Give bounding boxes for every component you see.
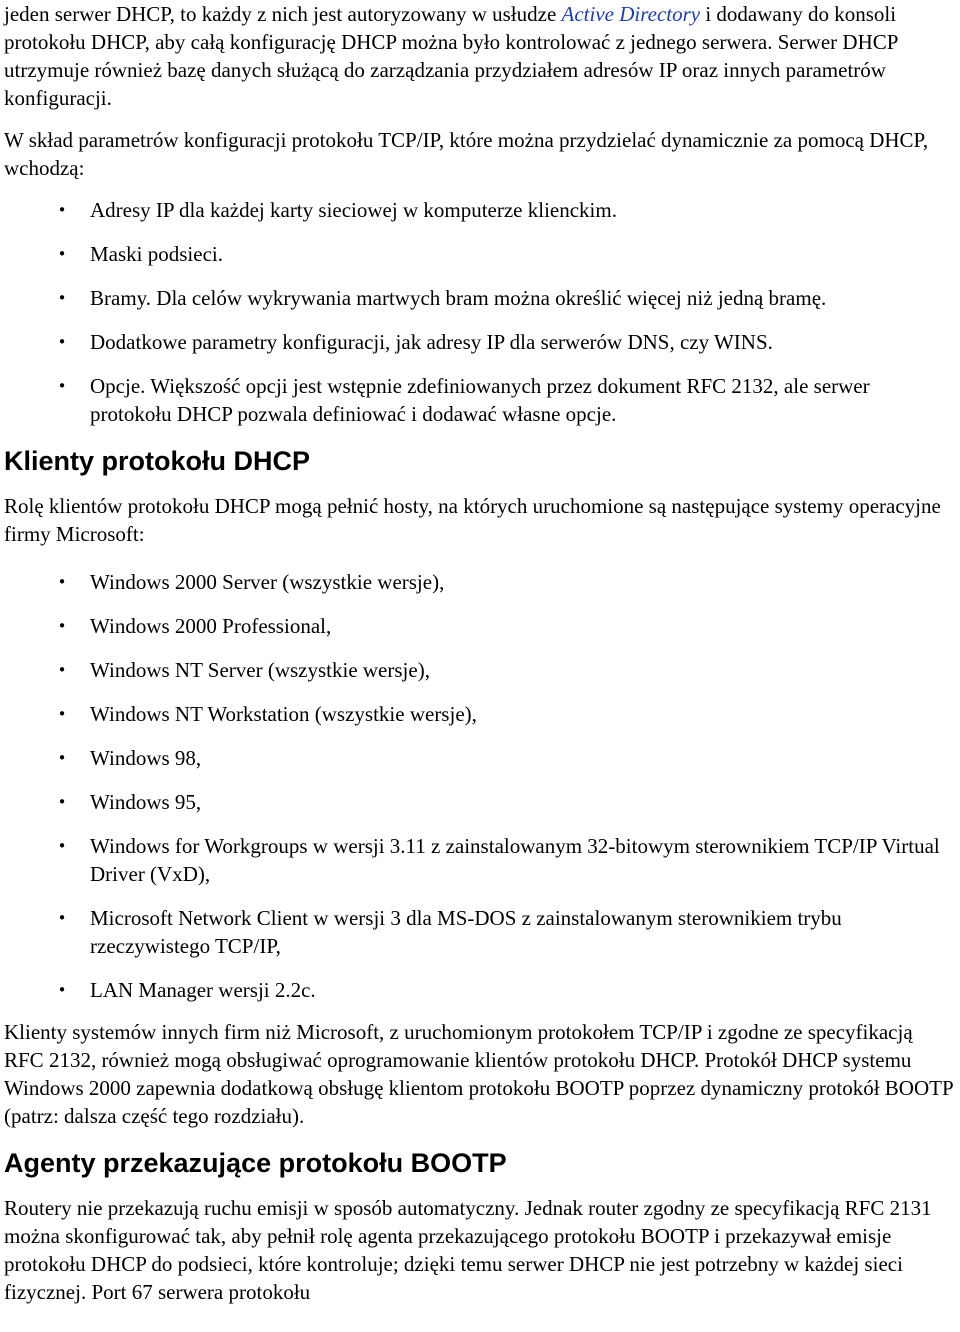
- list-item: [4, 568, 956, 596]
- bullet-icon: •: [57, 245, 67, 263]
- intro-text-before: jeden serwer DHCP, to każdy z nich jest autoryzowany w usłudze: [4, 2, 562, 26]
- bullet-icon: •: [57, 793, 67, 811]
- config-intro-paragraph: W skład parametrów konfiguracji protokołu TCP/IP, które można przydzielać dynamicznie za pomocą DHCP, wchodzą:: [4, 128, 929, 180]
- bullet-icon: •: [57, 981, 67, 999]
- list-item: [4, 240, 956, 268]
- list-item-text: Maski podsieci.: [90, 242, 223, 266]
- list-item: [4, 196, 956, 224]
- list-item-text: Windows 2000 Professional,: [90, 614, 332, 638]
- list-item: [4, 284, 956, 312]
- intro-paragraph: [4, 0, 956, 112]
- bullet-icon: •: [57, 617, 67, 635]
- list-item: [4, 656, 956, 684]
- active-directory-link[interactable]: Active Directory: [561, 2, 701, 26]
- list-item-text: LAN Manager wersji 2.2c.: [90, 978, 316, 1002]
- bullet-icon: •: [57, 705, 67, 723]
- config-params-list: [4, 196, 956, 428]
- list-item-text: Windows for Workgroups w wersji 3.11 z zainstalowanym 32-bitowym sterownikiem TCP/IP Virtual Driver (VxD),: [90, 834, 940, 886]
- list-item: [4, 612, 956, 640]
- list-item: [4, 744, 956, 772]
- intro-text-after: i dodawany do konsoli protokołu DHCP, aby całą konfigurację DHCP można było kontrolować z jednego serwera. Serwer DHCP utrzymuje również bazę danych służącą do zarządzania przydziałem adresów IP oraz innych parametrów konfiguracji.: [4, 2, 898, 110]
- list-item: [4, 328, 956, 356]
- list-item-text: Windows 2000 Server (wszystkie wersje),: [90, 570, 445, 594]
- bullet-icon: •: [57, 289, 67, 307]
- list-item: [4, 788, 956, 816]
- list-item-text: Microsoft Network Client w wersji 3 dla MS-DOS z zainstalowanym sterownikiem trybu rzeczywistego TCP/IP,: [90, 906, 842, 958]
- bullet-icon: •: [57, 909, 67, 927]
- list-item: [4, 700, 956, 728]
- bullet-icon: •: [57, 661, 67, 679]
- relay-body-paragraph: Routery nie przekazują ruchu emisji w sposób automatyczny. Jednak router zgodny ze specyfikacją RFC 2131 można skonfigurować tak, aby pełnił rolę agenta przekazującego protokołu BOOTP i przekazywał emisje protokołu DHCP do podsieci, które kontroluje; dzięki temu serwer DHCP nie jest potrzebny w każdej sieci fizycznej. Port 67 serwera protokołu: [4, 1196, 932, 1304]
- bullet-icon: •: [57, 333, 67, 351]
- list-item-text: Windows 98,: [90, 746, 202, 770]
- bullet-icon: •: [57, 573, 67, 591]
- list-item-text: Adresy IP dla każdej karty sieciowej w komputerze klienckim.: [90, 198, 617, 222]
- bullet-icon: •: [57, 201, 67, 219]
- list-item: [4, 976, 956, 1004]
- bullet-icon: •: [57, 377, 67, 395]
- list-item: [4, 372, 956, 428]
- section-heading-bootp-relay: Agenty przekazujące protokołu BOOTP: [4, 1148, 507, 1178]
- list-item: [4, 832, 956, 888]
- document-page: [4, 0, 956, 1306]
- list-item-text: Bramy. Dla celów wykrywania martwych bram można określić więcej niż jedną bramę.: [90, 286, 827, 310]
- section-heading-dhcp-clients: Klienty protokołu DHCP: [4, 446, 311, 476]
- list-item-text: Windows NT Workstation (wszystkie wersje),: [90, 702, 477, 726]
- list-item-text: Opcje. Większość opcji jest wstępnie zdefiniowanych przez dokument RFC 2132, ale serwer protokołu DHCP pozwala definiować i dodawać własne opcje.: [90, 374, 870, 426]
- clients-intro-paragraph: Rolę klientów protokołu DHCP mogą pełnić hosty, na których uruchomione są następujące systemy operacyjne firmy Microsoft:: [4, 494, 941, 546]
- clients-outro-paragraph: Klienty systemów innych firm niż Microsoft, z uruchomionym protokołem TCP/IP i zgodne ze specyfikacją RFC 2132, również mogą obsługiwać oprogramowanie klientów protokołu DHCP. Protokół DHCP systemu Windows 2000 zapewnia dodatkową obsługę klientom protokołu BOOTP poprzez dynamiczny protokół BOOTP (patrz: dalsza część tego rozdziału).: [4, 1020, 953, 1128]
- client-os-list: [4, 568, 956, 1004]
- list-item-text: Dodatkowe parametry konfiguracji, jak adresy IP dla serwerów DNS, czy WINS.: [90, 330, 773, 354]
- list-item-text: Windows NT Server (wszystkie wersje),: [90, 658, 430, 682]
- bullet-icon: •: [57, 749, 67, 767]
- bullet-icon: •: [57, 837, 67, 855]
- list-item: [4, 904, 956, 960]
- list-item-text: Windows 95,: [90, 790, 202, 814]
